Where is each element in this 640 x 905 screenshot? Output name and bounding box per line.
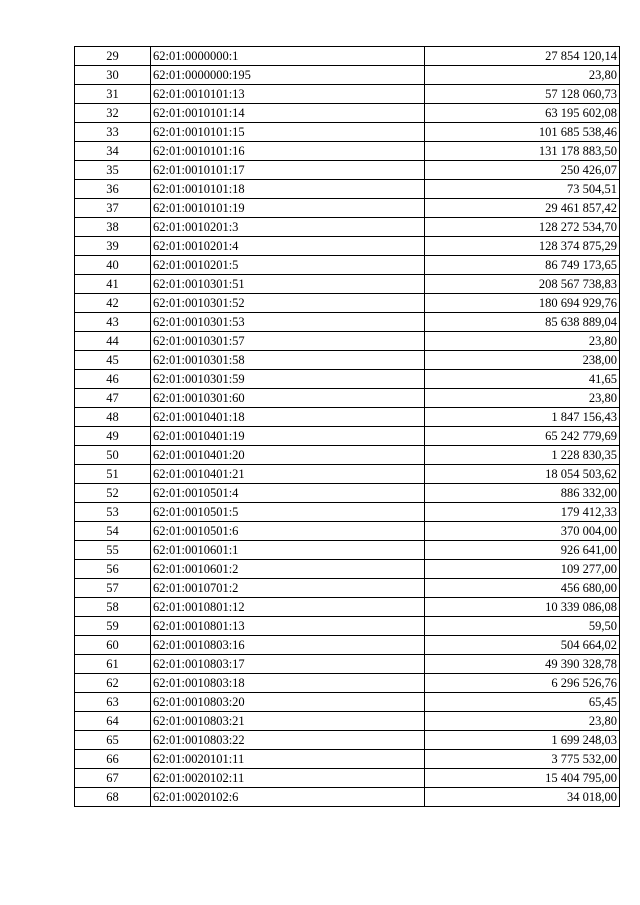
table-row (75, 484, 620, 503)
cadastral-number-cell: 62:01:0010101:19 (151, 199, 425, 218)
row-number-cell: 68 (75, 788, 151, 807)
table-row (75, 161, 620, 180)
row-number-cell: 36 (75, 180, 151, 199)
cadastral-value-cell: 59,50 (425, 617, 620, 636)
cadastral-number-cell: 62:01:0010803:17 (151, 655, 425, 674)
cadastral-value-cell: 15 404 795,00 (425, 769, 620, 788)
table-row (75, 636, 620, 655)
cadastral-value-table (74, 46, 620, 807)
row-number-cell: 31 (75, 85, 151, 104)
cadastral-number-cell: 62:01:0010501:5 (151, 503, 425, 522)
table-row (75, 579, 620, 598)
cadastral-value-cell: 109 277,00 (425, 560, 620, 579)
cadastral-value-cell: 57 128 060,73 (425, 85, 620, 104)
cadastral-number-cell: 62:01:0010301:53 (151, 313, 425, 332)
cadastral-number-cell: 62:01:0020102:6 (151, 788, 425, 807)
cadastral-number-cell: 62:01:0010803:21 (151, 712, 425, 731)
table-row (75, 218, 620, 237)
table-row (75, 66, 620, 85)
table-row (75, 47, 620, 66)
cadastral-value-cell: 1 847 156,43 (425, 408, 620, 427)
table-body (75, 47, 620, 807)
cadastral-value-cell: 86 749 173,65 (425, 256, 620, 275)
cadastral-value-cell: 3 775 532,00 (425, 750, 620, 769)
row-number-cell: 46 (75, 370, 151, 389)
row-number-cell: 67 (75, 769, 151, 788)
cadastral-number-cell: 62:01:0010601:2 (151, 560, 425, 579)
table-row (75, 294, 620, 313)
table-row (75, 655, 620, 674)
cadastral-value-cell: 34 018,00 (425, 788, 620, 807)
cadastral-number-cell: 62:01:0000000:195 (151, 66, 425, 85)
row-number-cell: 45 (75, 351, 151, 370)
row-number-cell: 53 (75, 503, 151, 522)
cadastral-number-cell: 62:01:0010301:58 (151, 351, 425, 370)
table-row (75, 788, 620, 807)
row-number-cell: 49 (75, 427, 151, 446)
cadastral-value-cell: 63 195 602,08 (425, 104, 620, 123)
cadastral-number-cell: 62:01:0010101:13 (151, 85, 425, 104)
table-row (75, 180, 620, 199)
table-row (75, 351, 620, 370)
cadastral-value-cell: 238,00 (425, 351, 620, 370)
cadastral-number-cell: 62:01:0010101:17 (151, 161, 425, 180)
cadastral-number-cell: 62:01:0010301:52 (151, 294, 425, 313)
cadastral-value-cell: 1 699 248,03 (425, 731, 620, 750)
table-row (75, 465, 620, 484)
row-number-cell: 64 (75, 712, 151, 731)
cadastral-value-cell: 886 332,00 (425, 484, 620, 503)
cadastral-number-cell: 62:01:0010301:60 (151, 389, 425, 408)
cadastral-value-cell: 504 664,02 (425, 636, 620, 655)
row-number-cell: 65 (75, 731, 151, 750)
cadastral-number-cell: 62:01:0020101:11 (151, 750, 425, 769)
cadastral-number-cell: 62:01:0010501:6 (151, 522, 425, 541)
cadastral-value-cell: 23,80 (425, 712, 620, 731)
row-number-cell: 66 (75, 750, 151, 769)
table-row (75, 389, 620, 408)
table-row (75, 522, 620, 541)
cadastral-number-cell: 62:01:0010601:1 (151, 541, 425, 560)
cadastral-number-cell: 62:01:0010803:20 (151, 693, 425, 712)
cadastral-number-cell: 62:01:0010401:21 (151, 465, 425, 484)
table-row (75, 142, 620, 161)
row-number-cell: 58 (75, 598, 151, 617)
table-row (75, 313, 620, 332)
row-number-cell: 33 (75, 123, 151, 142)
table-row (75, 674, 620, 693)
table-row (75, 427, 620, 446)
row-number-cell: 32 (75, 104, 151, 123)
cadastral-number-cell: 62:01:0010101:18 (151, 180, 425, 199)
cadastral-value-cell: 23,80 (425, 66, 620, 85)
row-number-cell: 60 (75, 636, 151, 655)
cadastral-number-cell: 62:01:0010101:16 (151, 142, 425, 161)
cadastral-number-cell: 62:01:0000000:1 (151, 47, 425, 66)
cadastral-number-cell: 62:01:0010501:4 (151, 484, 425, 503)
table-row (75, 123, 620, 142)
cadastral-value-cell: 6 296 526,76 (425, 674, 620, 693)
row-number-cell: 59 (75, 617, 151, 636)
table-row (75, 731, 620, 750)
row-number-cell: 30 (75, 66, 151, 85)
row-number-cell: 44 (75, 332, 151, 351)
cadastral-value-cell: 179 412,33 (425, 503, 620, 522)
table-row (75, 199, 620, 218)
cadastral-number-cell: 62:01:0010101:15 (151, 123, 425, 142)
cadastral-value-cell: 208 567 738,83 (425, 275, 620, 294)
table-row (75, 256, 620, 275)
row-number-cell: 41 (75, 275, 151, 294)
cadastral-number-cell: 62:01:0010301:51 (151, 275, 425, 294)
table-row (75, 408, 620, 427)
row-number-cell: 47 (75, 389, 151, 408)
table-row (75, 275, 620, 294)
cadastral-value-cell: 250 426,07 (425, 161, 620, 180)
cadastral-value-cell: 926 641,00 (425, 541, 620, 560)
row-number-cell: 48 (75, 408, 151, 427)
cadastral-value-cell: 180 694 929,76 (425, 294, 620, 313)
row-number-cell: 62 (75, 674, 151, 693)
cadastral-value-cell: 85 638 889,04 (425, 313, 620, 332)
cadastral-number-cell: 62:01:0010201:5 (151, 256, 425, 275)
row-number-cell: 51 (75, 465, 151, 484)
table-row (75, 237, 620, 256)
table-row (75, 617, 620, 636)
cadastral-value-cell: 370 004,00 (425, 522, 620, 541)
cadastral-number-cell: 62:01:0020102:11 (151, 769, 425, 788)
cadastral-value-cell: 41,65 (425, 370, 620, 389)
row-number-cell: 50 (75, 446, 151, 465)
cadastral-number-cell: 62:01:0010803:18 (151, 674, 425, 693)
row-number-cell: 29 (75, 47, 151, 66)
cadastral-value-cell: 49 390 328,78 (425, 655, 620, 674)
table-row (75, 693, 620, 712)
cadastral-number-cell: 62:01:0010301:59 (151, 370, 425, 389)
cadastral-number-cell: 62:01:0010401:18 (151, 408, 425, 427)
table-row (75, 446, 620, 465)
row-number-cell: 39 (75, 237, 151, 256)
table-row (75, 769, 620, 788)
cadastral-value-cell: 10 339 086,08 (425, 598, 620, 617)
cadastral-value-cell: 128 272 534,70 (425, 218, 620, 237)
cadastral-value-cell: 456 680,00 (425, 579, 620, 598)
table-row (75, 503, 620, 522)
cadastral-number-cell: 62:01:0010803:22 (151, 731, 425, 750)
cadastral-value-cell: 1 228 830,35 (425, 446, 620, 465)
cadastral-value-cell: 65,45 (425, 693, 620, 712)
row-number-cell: 52 (75, 484, 151, 503)
cadastral-number-cell: 62:01:0010201:3 (151, 218, 425, 237)
cadastral-value-cell: 18 054 503,62 (425, 465, 620, 484)
cadastral-value-cell: 27 854 120,14 (425, 47, 620, 66)
cadastral-value-cell: 29 461 857,42 (425, 199, 620, 218)
cadastral-value-cell: 131 178 883,50 (425, 142, 620, 161)
cadastral-number-cell: 62:01:0010801:12 (151, 598, 425, 617)
table-row (75, 332, 620, 351)
row-number-cell: 61 (75, 655, 151, 674)
cadastral-number-cell: 62:01:0010401:19 (151, 427, 425, 446)
row-number-cell: 38 (75, 218, 151, 237)
cadastral-number-cell: 62:01:0010401:20 (151, 446, 425, 465)
cadastral-value-cell: 128 374 875,29 (425, 237, 620, 256)
cadastral-number-cell: 62:01:0010701:2 (151, 579, 425, 598)
cadastral-number-cell: 62:01:0010101:14 (151, 104, 425, 123)
cadastral-value-cell: 101 685 538,46 (425, 123, 620, 142)
table-row (75, 85, 620, 104)
cadastral-number-cell: 62:01:0010801:13 (151, 617, 425, 636)
cadastral-value-cell: 23,80 (425, 332, 620, 351)
row-number-cell: 55 (75, 541, 151, 560)
row-number-cell: 37 (75, 199, 151, 218)
row-number-cell: 35 (75, 161, 151, 180)
cadastral-value-cell: 65 242 779,69 (425, 427, 620, 446)
row-number-cell: 54 (75, 522, 151, 541)
table-row (75, 370, 620, 389)
row-number-cell: 34 (75, 142, 151, 161)
cadastral-number-cell: 62:01:0010301:57 (151, 332, 425, 351)
table-row (75, 750, 620, 769)
cadastral-number-cell: 62:01:0010201:4 (151, 237, 425, 256)
row-number-cell: 63 (75, 693, 151, 712)
cadastral-value-cell: 23,80 (425, 389, 620, 408)
cadastral-value-cell: 73 504,51 (425, 180, 620, 199)
table-row (75, 104, 620, 123)
row-number-cell: 56 (75, 560, 151, 579)
table-row (75, 560, 620, 579)
row-number-cell: 40 (75, 256, 151, 275)
cadastral-number-cell: 62:01:0010803:16 (151, 636, 425, 655)
row-number-cell: 43 (75, 313, 151, 332)
table-row (75, 598, 620, 617)
row-number-cell: 42 (75, 294, 151, 313)
row-number-cell: 57 (75, 579, 151, 598)
table-row (75, 712, 620, 731)
table-row (75, 541, 620, 560)
